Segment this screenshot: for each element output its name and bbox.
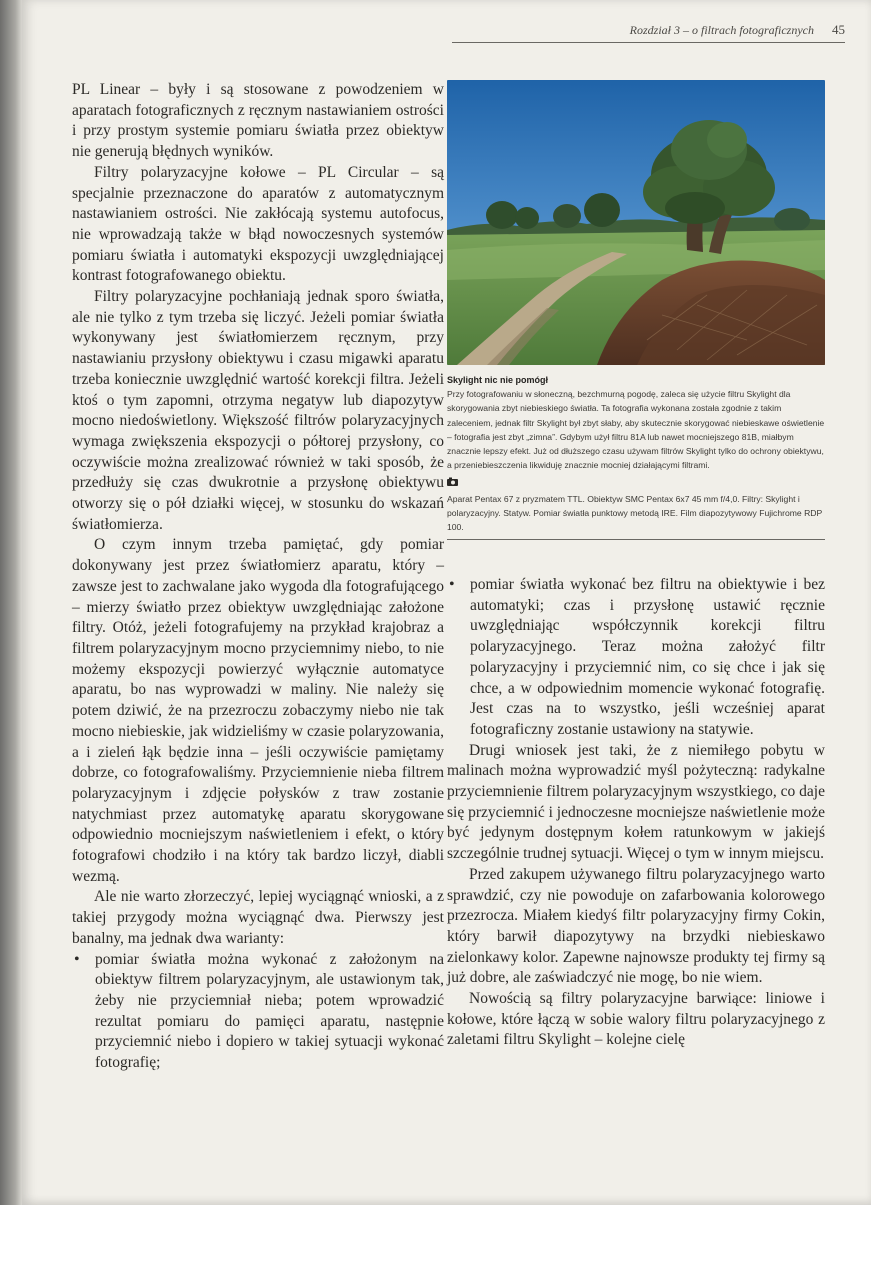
running-head — [452, 22, 845, 43]
bullet-item: • pomiar światła można wykonać z założonym na obiektyw filtrem polaryzacyjnym, ale ustawionym tak, żeby nie przyciemniał nieba; potem wprowadzić rezultat pomiaru do pamięci aparatu, następnie przyciemnić niebo i dopiero w takiej sytuacji wykonać fotografię; — [72, 950, 444, 1074]
bullet-item: • pomiar światła wykonać bez filtru na obiektywie i bez automatyki; czas i przysłonę ustawić ręcznie uwzględniając współczynnik korekcji filtru polaryzacyjnego. Teraz można założyć filtr polaryzacyjny i przyciemnić nim, co się chce i jak się chce, a w odpowiednim momencie wykonać fotografię. Jest czas na to wszystko, jeśli wcześniej aparat fotograficzny zostanie ustawiony na statywie. — [447, 575, 825, 741]
caption-divider — [447, 539, 825, 540]
paragraph: PL Linear – były i są stosowane z powodzeniem w aparatach fotograficznych z ręcznym nastawianiem ostrości i przy prostym systemie pomiaru światła przez obiektyw nie generują błędnych wyników. — [72, 81, 444, 161]
technical-data: Aparat Pentax 67 z pryzmatem TTL. Obiektyw SMC Pentax 6x7 45 mm f/4,0. Filtry: Skylight i polaryzacyjny. Statyw. Pomiar światła punktowy metodą IRE. Film diapozytywowy Fujichrome RDP 100. — [447, 493, 823, 533]
bullet-list — [72, 950, 444, 1074]
left-column — [72, 80, 444, 1074]
paragraph: Ale nie warto złorzeczyć, lepiej wyciągnąć wnioski, a z takiej przygody można wyciągnąć dwa. Pierwszy jest banalny, ma jednak dwa warianty: — [72, 888, 444, 947]
camera-icon — [447, 476, 825, 490]
paragraph: Drugi wniosek jest taki, że z niemiłego pobytu w malinach można wyprowadzić myśl pożyteczną: radykalne przyciemnienie filtrem polaryzacyjnym wszystkiego, co daje się przyciemnić i jednoczesne mocniejsze naświetlenie może być jedynym dostępnym kołem ratunkowym w jakiejś szczególnie trudnej sytuacji. Więcej o tym w innym miejscu. — [447, 741, 825, 863]
paragraph: Filtry polaryzacyjne pochłaniają jednak sporo światła, ale nie tylko z tym trzeba się liczyć. Jeżeli pomiar światła wykonywany jest światłomierzem ręcznym, przy nastawianiu przysłony obiektywu i czasu migawki aparatu trzeba koniecznie uwzględnić wartość korekcji filtra. Jeżeli ktoś o tym zapomni, otrzyma negatyw lub diapozytyw mocno niedoświetlony. Większość filtrów polaryzacyjnych wymaga zwiększenia ekspozycji o półtorej przysłony, co oczywiście można zrealizować również w taki sposób, że przedłuży się czas dwukrotnie a przysłonę obiektywu otworzy się o pół działki więcej, w stosunku do wskazań światłomierza. — [72, 288, 444, 533]
caption-title: Skylight nic nie pomógł — [447, 375, 549, 385]
photo-caption — [447, 373, 825, 540]
paragraph: Nowością są filtry polaryzacyjne barwiące: liniowe i kołowe, które łączą w sobie walory filtru polaryzacyjnego z zaletami filtru Skylight – kolejne cielę — [447, 990, 825, 1049]
page-number: 45 — [832, 22, 845, 37]
chapter-title: Rozdział 3 – o filtrach fotograficznych — [629, 23, 814, 37]
scan-edge — [0, 0, 22, 1205]
book-page — [22, 0, 871, 1205]
right-column — [447, 575, 825, 1051]
caption-text: Przy fotografowaniu w słoneczną, bezchmurną pogodę, zaleca się użycie filtru Skylight dla skorygowania zbyt niebieskiego światła. Ta fotografia wykonana została zgodnie z takim zaleceniem, jednak filtr Skylight był zbyt słaby, aby skutecznie skorygować niebieskawe oświetlenie – fotografia jest zbyt „zimna”. Gdybym użył filtru 81A lub nawet mocniejszego 81B, miałbym znacznie lepszy efekt. Już od dłuższego czasu używam filtrów Skylight tylko do ochrony obiektywu, a przeniebieszczenia likwiduję znacznie mocniej działającymi filtrami. — [447, 389, 825, 471]
paragraph: Filtry polaryzacyjne kołowe – PL Circular – są specjalnie przeznaczone do aparatów z automatycznym nastawianiem ostrości. Nie zakłócają systemu autofocus, nie wprowadzają także w błąd nowoczesnych systemów pomiaru światła i automatyki ekspozycji uwzględniającej kontrast fotografowanego obiektu. — [72, 163, 444, 285]
bullet-list — [447, 575, 825, 741]
paragraph: Przed zakupem używanego filtru polaryzacyjnego warto sprawdzić, czy nie powoduje on zafarbowania kolorowego przezrocza. Miałem kiedyś filtr polaryzacyjny firmy Cokin, który barwił diapozytywy na brzydki niebieskawo zielonkawy kolor. Zapewne najnowsze produkty tej firmy są już dobre, ale zaświadczyć nie mogę, bo nie wiem. — [447, 865, 825, 987]
paragraph: O czym innym trzeba pamiętać, gdy pomiar dokonywany jest przez światłomierz aparatu, który – zawsze jest to zachwalane jako wygoda dla fotografującego – mierzy światło przez obiektyw uwzględniając założone filtry. Otóż, jeżeli fotografujemy na przykład krajobraz a filtrem polaryzacyjnym mocno przyciemnimy niebo, to nie możemy ekspozycji powierzyć wyłącznie automatyce aparatu, bo nas wyprowadzi w maliny. Nie należy się potem dziwić, że na przezroczu zobaczymy niebo nie tak mocno niebieskie, jak widzieliśmy w czasie polaryzowania, a i zieleń łąk będzie inna – jeśli oczywiście pamiętamy dobrze, co fotografowaliśmy. Przyciemnienie nieba filtrem polaryzacyjnym i zdjęcie połysków z traw zostanie natychmiast przez automatykę aparatu skorygowane odpowiednio mocniejszym naświetleniem i efekt, o który fotografowi chodziło i na który tak bardzo liczył, diabli wezmą. — [72, 536, 444, 885]
landscape-photo — [447, 80, 825, 365]
